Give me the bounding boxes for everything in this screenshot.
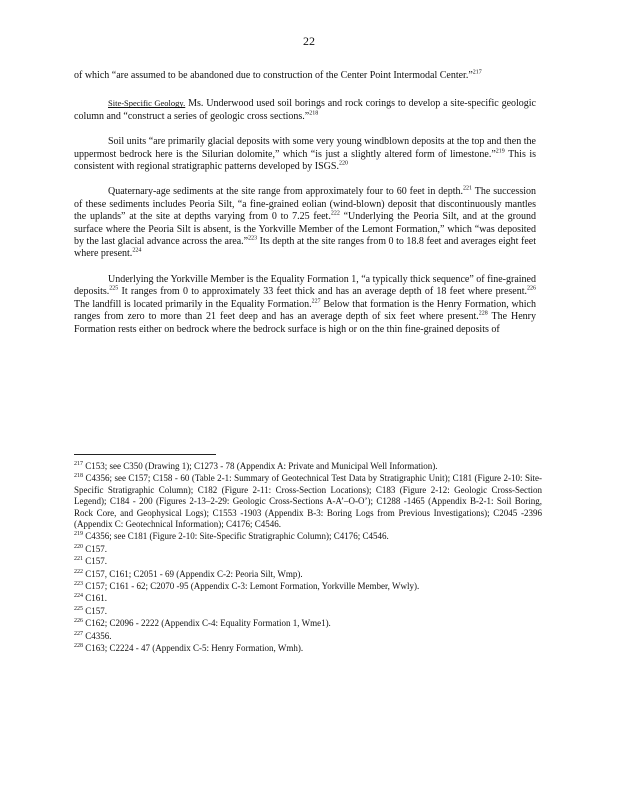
paragraph-soil-units (74, 136, 536, 173)
footnote-220 (74, 544, 542, 555)
footnote-ref: 218 (309, 110, 319, 117)
footnote-ref: 220 (338, 160, 348, 167)
text-run: Soil units “are primarily glacial deposits with some very young windblown deposits at the top and then the uppermost bedrock here is the Silurian dolomite,” which “is just a slightly altered form of limestone.” (74, 136, 536, 160)
text-run: Below that formation is the Henry Formation, which ranges from zero to more than 21 feet deep and has an average depth of six feet where present. (74, 298, 536, 323)
footnote-text: C157. (85, 543, 108, 554)
text-run: The succession of these sediments includes Peoria Silt, “a fine-grained eolian (wind-blown) deposit that discontinuously mantles the uplands” at the site at depths varying from 0 to 7.25 feet. (74, 186, 536, 223)
footnote-221 (74, 556, 542, 567)
paragraph-quaternary-sediments (74, 186, 536, 260)
section-heading: Site-Specific Geology. (108, 98, 186, 109)
footnote-text: C157. (85, 605, 108, 616)
text-run: Quaternary-age sediments at the site range from approximately four to 60 feet in depth. (108, 186, 463, 198)
paragraph-continuation (74, 70, 536, 82)
footnote-number: 219 (74, 531, 83, 538)
paragraph-yorkville-member (74, 274, 536, 336)
footnotes (74, 461, 542, 656)
footnote-text: C157, C161; C2051 - 69 (Appendix C-2: Peoria Silt, Wmp). (85, 568, 303, 579)
footnote-226 (74, 618, 542, 629)
footnote-217 (74, 461, 542, 472)
text-run: The Henry Formation rests either on bedrock where the bedrock surface is high or on the thin fine-grained deposits of (74, 311, 536, 335)
footnote-text: C157; C161 - 62; C2070 -95 (Appendix C-3: Lemont Formation, Yorkville Member, Wwly). (85, 581, 420, 592)
footnote-number: 218 (74, 473, 83, 480)
footnote-number: 226 (74, 618, 83, 625)
footnote-number: 228 (74, 643, 83, 650)
footnote-ref: 226 (527, 285, 536, 292)
footnote-number: 223 (74, 581, 83, 588)
paragraph-site-specific-geology (74, 97, 536, 123)
footnote-text: C4356; see C157; C158 - 60 (Table 2-1: Summary of Geotechnical Test Data by Stratigraphic Unit); C181 (Figure 2-10: Site-Specific Stratigraphic Column); C182 (Figure 2-11: Cross-Section Locations); C183 (Figure 2-12: Geologic Cross-Section Legend); C184 - 200 (Figures 2-13–2-29: Geologic Cross-Sections A-A’–O-O’); C1288 -1465 (Appendix B-2-1: Soil Boring, Rock Core, and Geophysical Logs); C1553 -1903 (Appendix B-3: Boring Logs from Previous Investigations); C2045 -2396 (Appendix C: Geotechnical Information); C4176; C4546. (74, 473, 543, 530)
text-run: It ranges from 0 to approximately 33 feet thick and has an average depth of 18 feet where present. (118, 286, 527, 298)
footnote-ref: 222 (330, 210, 340, 217)
footnote-ref: 219 (495, 148, 505, 155)
footnote-text: C4356. (85, 630, 112, 641)
footnote-text: C157. (85, 556, 108, 567)
footnote-ref: 217 (472, 69, 482, 76)
text-run: Its depth at the site ranges from 0 to 18.8 feet and averages eight feet where present. (74, 236, 536, 260)
footnote-number: 224 (74, 593, 83, 600)
footnote-text: C4356; see C181 (Figure 2-10: Site-Specific Stratigraphic Column); C4176; C4546. (85, 531, 389, 542)
text-run: of which “are assumed to be abandoned due to construction of the Center Point Intermodal Center.” (74, 70, 473, 81)
footnote-number: 220 (74, 543, 83, 550)
footnote-ref: 225 (109, 285, 119, 292)
footnote-218 (74, 473, 542, 530)
footnote-number: 217 (74, 461, 83, 467)
footnote-ref: 224 (132, 248, 142, 255)
body-text (74, 70, 536, 349)
footnote-228 (74, 643, 542, 654)
text-run: The landfill is located primarily in the Equality Formation. (74, 298, 312, 310)
footnote-224 (74, 593, 542, 604)
text-run: Underlying the Yorkville Member is the Equality Formation 1, “a typically thick sequence” of fine-grained deposits. (74, 273, 536, 298)
footnote-222 (74, 569, 542, 580)
footnote-227 (74, 631, 542, 642)
text-run: “Underlying the Peoria Silt, and at the ground surface where the Peoria Silt is absent, is the Yorkville Member of the Lemont Formation,” which “was deposited by the last glacial advance across the area.” (74, 211, 536, 248)
footnote-ref: 228 (478, 310, 488, 317)
footnote-223 (74, 581, 542, 592)
page-number: 22 (303, 34, 315, 48)
footnote-225 (74, 606, 542, 617)
footnote-divider (74, 454, 216, 455)
footnote-text: C162; C2096 - 2222 (Appendix C-4: Equality Formation 1, Wme1). (85, 618, 331, 629)
footnote-ref: 227 (311, 298, 321, 305)
footnote-text: C153; see C350 (Drawing 1); C1273 - 78 (Appendix A: Private and Municipal Well Information). (85, 461, 438, 471)
text-run: Ms. Underwood used soil borings and rock corings to develop a site-specific geologic column and “construct a series of geologic cross sections.” (74, 98, 537, 122)
footnote-219 (74, 531, 542, 542)
text-run: This is consistent with regional stratigraphic patterns developed by ISGS. (74, 148, 536, 173)
footnote-ref: 223 (248, 235, 258, 242)
footnote-text: C161. (85, 593, 108, 604)
footnote-number: 222 (74, 568, 83, 575)
footnote-number: 225 (74, 605, 83, 612)
footnote-text: C163; C2224 - 47 (Appendix C-5: Henry Formation, Wmh). (85, 643, 304, 654)
footnote-number: 227 (74, 630, 83, 637)
footnote-number: 221 (74, 556, 83, 563)
footnote-ref: 221 (462, 186, 472, 193)
